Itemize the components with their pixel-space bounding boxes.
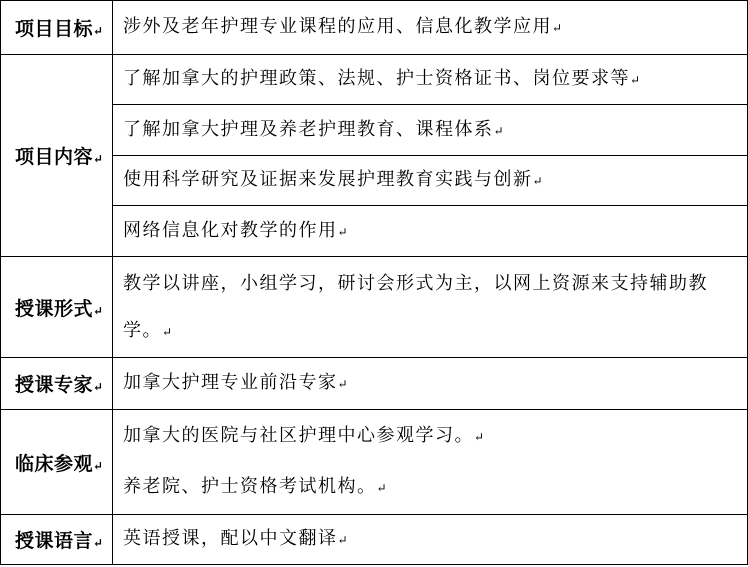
table-row-project-content-2 (1, 105, 748, 156)
table-row-project-content-4 (1, 206, 748, 257)
cell-project-content-1: 了解加拿大的护理政策、法规、护士资格证书、岗位要求等↵ (113, 55, 748, 105)
table-row-clinical-visit (1, 410, 748, 515)
table-row-project-content-3 (1, 156, 748, 206)
label-language: 授课语言↵ (1, 515, 113, 565)
cell-project-content-3: 使用科学研究及证据来发展护理教育实践与创新↵ (113, 156, 748, 206)
label-project-goal: 项目目标↵ (1, 1, 113, 55)
clinical-visit-line-1: 加拿大的医院与社区护理中心参观学习。↵ (123, 425, 485, 446)
cell-language: 英语授课，配以中文翻译↵ (113, 515, 748, 565)
label-experts: 授课专家↵ (1, 358, 113, 410)
label-clinical-visit: 临床参观↵ (1, 410, 113, 515)
table-row-experts (1, 358, 748, 410)
cell-experts: 加拿大护理专业前沿专家↵ (113, 358, 748, 410)
cell-project-goal: 涉外及老年护理专业课程的应用、信息化教学应用↵ (113, 1, 748, 55)
table-row-project-goal (1, 1, 748, 55)
cell-clinical-visit (113, 410, 748, 515)
cell-teaching-format: 教学以讲座，小组学习，研讨会形式为主，以网上资源来支持辅助教学。↵ (113, 257, 748, 358)
table-row-language (1, 515, 748, 565)
table-row-teaching-format (1, 257, 748, 358)
label-teaching-format: 授课形式↵ (1, 257, 113, 358)
label-project-content: 项目内容↵ (1, 55, 113, 257)
clinical-visit-line-2: 养老院、护士资格考试机构。↵ (123, 476, 387, 497)
cell-project-content-4: 网络信息化对教学的作用↵ (113, 206, 748, 257)
cell-project-content-2: 了解加拿大护理及养老护理教育、课程体系↵ (113, 105, 748, 156)
table-row-project-content-1 (1, 55, 748, 105)
